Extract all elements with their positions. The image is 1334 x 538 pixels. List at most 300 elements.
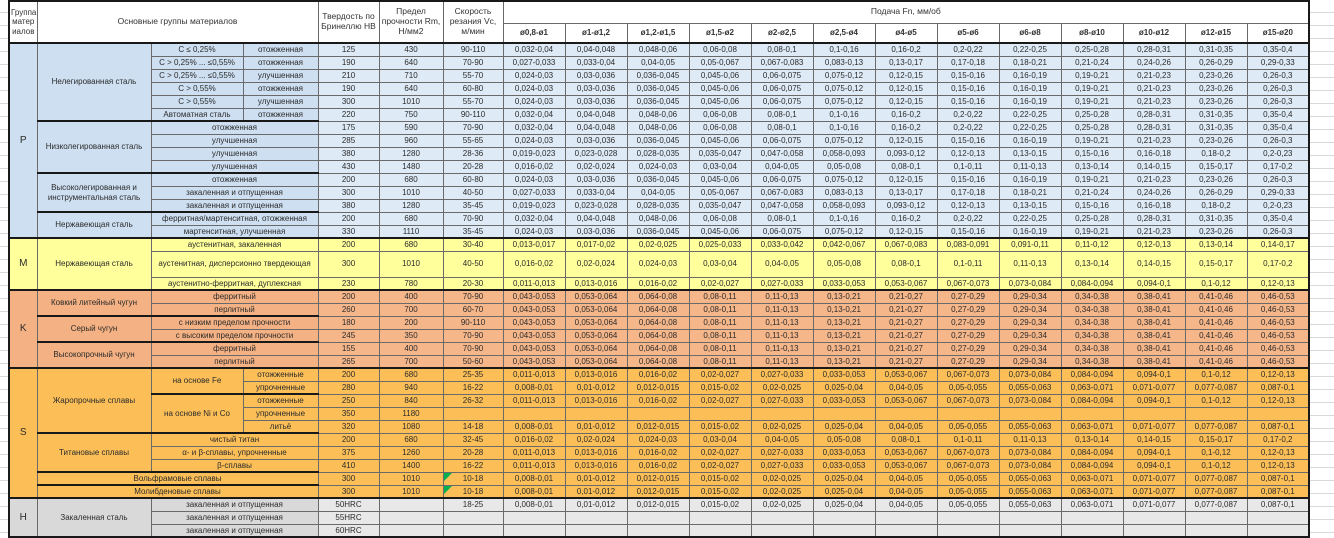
feed-cell[interactable]: 0,036-0,045	[627, 173, 689, 186]
feed-cell[interactable]: 0,19-0,21	[1061, 82, 1123, 95]
feed-cell[interactable]: 0,26-0,3	[1247, 225, 1309, 238]
cutting-speed-cell[interactable]: 16-22	[443, 381, 503, 394]
hardness-cell[interactable]: 190	[318, 82, 379, 95]
feed-cell[interactable]: 0,08-0,1	[751, 43, 813, 56]
feed-cell[interactable]: 0,21-0,23	[1123, 225, 1185, 238]
feed-cell[interactable]: 0,15-0,17	[1185, 433, 1247, 446]
material-cell[interactable]: упрочненные	[243, 381, 318, 394]
feed-cell[interactable]: 0,14-0,17	[1247, 238, 1309, 251]
feed-cell[interactable]: 0,46-0,53	[1247, 290, 1309, 303]
feed-cell[interactable]: 0,03-0,036	[565, 173, 627, 186]
feed-cell[interactable]: 0,46-0,53	[1247, 342, 1309, 355]
col-header-diameter[interactable]: ø0,8-ø1	[503, 23, 565, 43]
feed-cell[interactable]	[627, 511, 689, 524]
feed-cell[interactable]: 0,025-0,04	[813, 472, 875, 485]
feed-cell[interactable]: 0,036-0,045	[627, 69, 689, 82]
material-cell[interactable]: отожженная	[243, 43, 318, 56]
feed-cell[interactable]: 0,024-0,03	[503, 95, 565, 108]
feed-cell[interactable]: 0,17-0,2	[1247, 160, 1309, 173]
feed-cell[interactable]: 0,08-0,1	[751, 121, 813, 134]
feed-cell[interactable]: 0,033-0,053	[813, 446, 875, 459]
hardness-cell[interactable]: 200	[318, 433, 379, 446]
feed-cell[interactable]: 0,31-0,35	[1185, 212, 1247, 225]
feed-cell[interactable]: 0,093-0,12	[875, 199, 937, 212]
feed-cell[interactable]: 0,067-0,073	[937, 446, 999, 459]
feed-cell[interactable]: 0,035-0,047	[689, 147, 751, 160]
feed-cell[interactable]: 0,1-0,12	[1185, 394, 1247, 407]
feed-cell[interactable]: 0,071-0,077	[1123, 381, 1185, 394]
feed-cell[interactable]: 0,077-0,087	[1185, 485, 1247, 498]
feed-cell[interactable]: 0,08-0,11	[689, 329, 751, 342]
material-cell[interactable]: закаленная и отпущенная	[151, 511, 318, 524]
feed-cell[interactable]: 0,073-0,084	[999, 394, 1061, 407]
feed-cell[interactable]: 0,13-0,21	[813, 290, 875, 303]
feed-cell[interactable]: 0,05-0,08	[813, 433, 875, 446]
feed-cell[interactable]: 0,055-0,063	[999, 498, 1061, 511]
feed-cell[interactable]: 0,26-0,29	[1185, 56, 1247, 69]
feed-cell[interactable]: 0,26-0,3	[1247, 173, 1309, 186]
feed-cell[interactable]: 0,12-0,13	[1247, 394, 1309, 407]
cutting-speed-cell[interactable]: 55-70	[443, 69, 503, 82]
feed-cell[interactable]: 0,025-0,033	[689, 238, 751, 251]
feed-cell[interactable]: 0,06-0,075	[751, 82, 813, 95]
feed-cell[interactable]: 0,013-0,016	[565, 446, 627, 459]
feed-cell[interactable]: 0,06-0,08	[689, 108, 751, 121]
feed-cell[interactable]: 0,15-0,17	[1185, 251, 1247, 277]
material-cell[interactable]: Вольфрамовые сплавы	[37, 472, 318, 485]
feed-cell[interactable]: 0,13-0,21	[813, 329, 875, 342]
feed-cell[interactable]: 0,21-0,23	[1123, 173, 1185, 186]
feed-cell[interactable]: 0,05-0,08	[813, 251, 875, 277]
feed-cell[interactable]: 0,06-0,075	[751, 69, 813, 82]
feed-cell[interactable]: 0,045-0,06	[689, 69, 751, 82]
feed-cell[interactable]	[689, 407, 751, 420]
feed-cell[interactable]: 0,04-0,05	[875, 472, 937, 485]
feed-cell[interactable]: 0,34-0,38	[1061, 303, 1123, 316]
feed-cell[interactable]: 0,067-0,083	[751, 186, 813, 199]
feed-cell[interactable]: 0,02-0,025	[751, 472, 813, 485]
feed-cell[interactable]: 0,058-0,093	[813, 199, 875, 212]
material-cell[interactable]: C > 0,25% ... ≤0,55%	[151, 69, 243, 82]
feed-cell[interactable]: 0,03-0,04	[689, 433, 751, 446]
feed-cell[interactable]: 0,2-0,22	[937, 108, 999, 121]
feed-cell[interactable]: 0,024-0,03	[503, 134, 565, 147]
cutting-speed-cell[interactable]: 35-45	[443, 225, 503, 238]
strength-cell[interactable]: 400	[379, 290, 443, 303]
feed-cell[interactable]	[999, 524, 1061, 537]
feed-cell[interactable]: 0,11-0,13	[751, 329, 813, 342]
feed-cell[interactable]: 0,19-0,21	[1061, 69, 1123, 82]
feed-cell[interactable]: 0,013-0,016	[565, 368, 627, 381]
feed-cell[interactable]: 0,017-0,02	[565, 238, 627, 251]
feed-cell[interactable]: 0,027-0,033	[751, 368, 813, 381]
cutting-speed-cell[interactable]: 20-28	[443, 160, 503, 173]
cutting-speed-cell[interactable]: 90-110	[443, 316, 503, 329]
feed-cell[interactable]: 0,06-0,075	[751, 225, 813, 238]
material-cell[interactable]: мартенситная, улучшенная	[151, 225, 318, 238]
feed-cell[interactable]: 0,075-0,12	[813, 82, 875, 95]
feed-cell[interactable]	[751, 511, 813, 524]
feed-cell[interactable]: 0,02-0,024	[565, 251, 627, 277]
feed-cell[interactable]: 0,02-0,025	[751, 381, 813, 394]
feed-cell[interactable]: 0,053-0,064	[565, 290, 627, 303]
feed-cell[interactable]: 0,048-0,06	[627, 108, 689, 121]
feed-cell[interactable]	[565, 524, 627, 537]
material-cell[interactable]: Автоматная сталь	[151, 108, 243, 121]
feed-cell[interactable]: 0,015-0,02	[689, 472, 751, 485]
feed-cell[interactable]: 0,05-0,067	[689, 56, 751, 69]
feed-cell[interactable]: 0,043-0,053	[503, 342, 565, 355]
strength-cell[interactable]: 590	[379, 121, 443, 134]
feed-cell[interactable]: 0,13-0,15	[999, 199, 1061, 212]
feed-cell[interactable]: 0,045-0,06	[689, 82, 751, 95]
feed-cell[interactable]	[875, 407, 937, 420]
col-header-diameter[interactable]: ø4-ø5	[875, 23, 937, 43]
feed-cell[interactable]: 0,24-0,26	[1123, 56, 1185, 69]
feed-cell[interactable]	[1247, 511, 1309, 524]
feed-cell[interactable]: 0,13-0,21	[813, 342, 875, 355]
feed-cell[interactable]: 0,13-0,14	[1185, 238, 1247, 251]
hardness-cell[interactable]: 350	[318, 407, 379, 420]
material-cell[interactable]: Нелегированная сталь	[37, 43, 151, 121]
strength-cell[interactable]: 1010	[379, 186, 443, 199]
feed-cell[interactable]: 0,063-0,071	[1061, 472, 1123, 485]
feed-cell[interactable]: 0,071-0,077	[1123, 485, 1185, 498]
hardness-cell[interactable]: 430	[318, 160, 379, 173]
feed-cell[interactable]: 0,073-0,084	[999, 277, 1061, 290]
feed-cell[interactable]: 0,011-0,013	[503, 277, 565, 290]
feed-cell[interactable]: 0,067-0,073	[937, 394, 999, 407]
feed-cell[interactable]: 0,048-0,06	[627, 212, 689, 225]
feed-cell[interactable]: 0,35-0,4	[1247, 212, 1309, 225]
feed-cell[interactable]: 0,055-0,063	[999, 472, 1061, 485]
feed-cell[interactable]: 0,08-0,1	[875, 251, 937, 277]
feed-cell[interactable]: 0,29-0,33	[1247, 56, 1309, 69]
feed-cell[interactable]: 0,04-0,048	[565, 121, 627, 134]
feed-cell[interactable]: 0,38-0,41	[1123, 316, 1185, 329]
cutting-speed-cell[interactable]: 20-30	[443, 277, 503, 290]
feed-cell[interactable]: 0,064-0,08	[627, 316, 689, 329]
material-cell[interactable]: α- и β-сплавы, упрочненные	[151, 446, 318, 459]
material-cell[interactable]: Серый чугун	[37, 316, 151, 342]
hardness-cell[interactable]: 200	[318, 212, 379, 225]
feed-cell[interactable]: 0,033-0,042	[751, 238, 813, 251]
feed-cell[interactable]	[689, 524, 751, 537]
feed-cell[interactable]: 0,016-0,02	[503, 251, 565, 277]
feed-cell[interactable]	[627, 524, 689, 537]
feed-cell[interactable]: 0,26-0,3	[1247, 134, 1309, 147]
feed-cell[interactable]: 0,03-0,036	[565, 95, 627, 108]
feed-cell[interactable]: 0,06-0,08	[689, 121, 751, 134]
feed-cell[interactable]: 0,067-0,073	[937, 368, 999, 381]
feed-cell[interactable]: 0,34-0,38	[1061, 355, 1123, 368]
feed-cell[interactable]: 0,35-0,4	[1247, 108, 1309, 121]
feed-cell[interactable]: 0,24-0,26	[1123, 186, 1185, 199]
feed-cell[interactable]: 0,31-0,35	[1185, 121, 1247, 134]
cutting-speed-cell[interactable]: 32-45	[443, 433, 503, 446]
feed-cell[interactable]: 0,094-0,1	[1123, 394, 1185, 407]
feed-cell[interactable]: 0,016-0,02	[627, 368, 689, 381]
feed-cell[interactable]: 0,15-0,16	[1061, 147, 1123, 160]
feed-cell[interactable]: 0,11-0,13	[751, 303, 813, 316]
feed-cell[interactable]: 0,084-0,094	[1061, 459, 1123, 472]
feed-cell[interactable]: 0,053-0,067	[875, 277, 937, 290]
feed-cell[interactable]	[937, 511, 999, 524]
material-cell[interactable]: отожженная	[243, 82, 318, 95]
feed-cell[interactable]: 0,015-0,02	[689, 485, 751, 498]
feed-cell[interactable]: 0,46-0,53	[1247, 303, 1309, 316]
feed-cell[interactable]: 0,016-0,02	[627, 394, 689, 407]
cutting-speed-cell[interactable]: 30-40	[443, 238, 503, 251]
cutting-speed-cell[interactable]: 20-28	[443, 446, 503, 459]
feed-cell[interactable]: 0,064-0,08	[627, 303, 689, 316]
feed-cell[interactable]: 0,058-0,093	[813, 147, 875, 160]
cutting-speed-cell[interactable]: 70-90	[443, 56, 503, 69]
feed-cell[interactable]: 0,19-0,21	[1061, 134, 1123, 147]
feed-cell[interactable]: 0,1-0,12	[1185, 368, 1247, 381]
material-cell[interactable]: на основе Fe	[151, 368, 243, 394]
feed-cell[interactable]: 0,053-0,067	[875, 459, 937, 472]
feed-cell[interactable]: 0,11-0,13	[751, 342, 813, 355]
feed-cell[interactable]: 0,05-0,055	[937, 485, 999, 498]
material-cell[interactable]: перлитный	[151, 355, 318, 368]
feed-cell[interactable]	[565, 407, 627, 420]
feed-cell[interactable]: 0,11-0,13	[751, 290, 813, 303]
feed-cell[interactable]: 0,38-0,41	[1123, 355, 1185, 368]
feed-cell[interactable]: 0,071-0,077	[1123, 498, 1185, 511]
feed-cell[interactable]: 0,08-0,11	[689, 303, 751, 316]
feed-cell[interactable]: 0,35-0,4	[1247, 43, 1309, 56]
material-cell[interactable]: улучшенная	[243, 95, 318, 108]
feed-cell[interactable]: 0,04-0,048	[565, 43, 627, 56]
group-letter-cell[interactable]: H	[9, 498, 37, 537]
feed-cell[interactable]: 0,016-0,02	[503, 160, 565, 173]
feed-cell[interactable]: 0,025-0,04	[813, 485, 875, 498]
feed-cell[interactable]	[813, 511, 875, 524]
feed-cell[interactable]: 0,087-0,1	[1247, 485, 1309, 498]
feed-cell[interactable]: 0,11-0,13	[999, 251, 1061, 277]
feed-cell[interactable]: 0,02-0,025	[751, 485, 813, 498]
feed-cell[interactable]: 0,027-0,033	[751, 277, 813, 290]
strength-cell[interactable]: 680	[379, 238, 443, 251]
feed-cell[interactable]: 0,03-0,04	[689, 251, 751, 277]
feed-cell[interactable]: 0,075-0,12	[813, 69, 875, 82]
feed-cell[interactable]: 0,036-0,045	[627, 95, 689, 108]
strength-cell[interactable]: 680	[379, 212, 443, 225]
material-cell[interactable]: аустенитная, дисперсионно твердеющая	[151, 251, 318, 277]
feed-cell[interactable]: 0,25-0,28	[1061, 108, 1123, 121]
group-letter-cell[interactable]: K	[9, 290, 37, 368]
feed-cell[interactable]: 0,1-0,16	[813, 121, 875, 134]
feed-cell[interactable]: 0,093-0,12	[875, 147, 937, 160]
feed-cell[interactable]	[937, 407, 999, 420]
feed-cell[interactable]: 0,12-0,15	[875, 95, 937, 108]
feed-cell[interactable]: 0,008-0,01	[503, 381, 565, 394]
feed-cell[interactable]: 0,11-0,13	[999, 433, 1061, 446]
feed-cell[interactable]: 0,19-0,21	[1061, 173, 1123, 186]
material-cell[interactable]: Высокопрочный чугун	[37, 342, 151, 368]
feed-cell[interactable]: 0,02-0,024	[565, 160, 627, 173]
material-cell[interactable]: перлитный	[151, 303, 318, 316]
hardness-cell[interactable]: 300	[318, 472, 379, 485]
feed-cell[interactable]: 0,18-0,2	[1185, 147, 1247, 160]
feed-cell[interactable]: 0,04-0,05	[875, 485, 937, 498]
feed-cell[interactable]: 0,094-0,1	[1123, 277, 1185, 290]
feed-cell[interactable]: 0,28-0,31	[1123, 108, 1185, 121]
feed-cell[interactable]: 0,02-0,025	[751, 420, 813, 433]
feed-cell[interactable]: 0,013-0,016	[565, 277, 627, 290]
strength-cell[interactable]: 700	[379, 355, 443, 368]
col-header-diameter[interactable]: ø1,2-ø1,5	[627, 23, 689, 43]
feed-cell[interactable]: 0,023-0,028	[565, 199, 627, 212]
feed-cell[interactable]: 0,02-0,024	[565, 433, 627, 446]
hardness-cell[interactable]: 180	[318, 316, 379, 329]
strength-cell[interactable]: 1260	[379, 446, 443, 459]
feed-cell[interactable]	[937, 524, 999, 537]
material-cell[interactable]: улучшенная	[243, 69, 318, 82]
strength-cell[interactable]	[379, 498, 443, 511]
material-cell[interactable]: чистый титан	[151, 433, 318, 446]
hardness-cell[interactable]: 410	[318, 459, 379, 472]
feed-cell[interactable]: 0,04-0,05	[875, 381, 937, 394]
feed-cell[interactable]: 0,26-0,29	[1185, 186, 1247, 199]
cutting-speed-cell[interactable]	[443, 511, 503, 524]
feed-cell[interactable]: 0,04-0,05	[627, 56, 689, 69]
feed-cell[interactable]: 0,033-0,053	[813, 368, 875, 381]
feed-cell[interactable]	[751, 407, 813, 420]
feed-cell[interactable]: 0,012-0,015	[627, 381, 689, 394]
cutting-speed-cell[interactable]: 60-70	[443, 303, 503, 316]
feed-cell[interactable]: 0,05-0,067	[689, 186, 751, 199]
feed-cell[interactable]: 0,12-0,13	[1247, 368, 1309, 381]
material-cell[interactable]: литьё	[243, 420, 318, 433]
feed-cell[interactable]: 0,064-0,08	[627, 342, 689, 355]
feed-cell[interactable]: 0,033-0,04	[565, 186, 627, 199]
feed-cell[interactable]: 0,053-0,067	[875, 446, 937, 459]
feed-cell[interactable]: 0,073-0,084	[999, 459, 1061, 472]
feed-cell[interactable]: 0,21-0,27	[875, 342, 937, 355]
feed-cell[interactable]: 0,08-0,1	[751, 212, 813, 225]
material-cell[interactable]: C > 0,25% ... ≤0,55%	[151, 56, 243, 69]
feed-cell[interactable]: 0,015-0,02	[689, 381, 751, 394]
cutting-speed-cell[interactable]	[443, 407, 503, 420]
feed-cell[interactable]: 0,023-0,028	[565, 147, 627, 160]
hardness-cell[interactable]: 375	[318, 446, 379, 459]
feed-cell[interactable]: 0,05-0,055	[937, 498, 999, 511]
feed-cell[interactable]: 0,027-0,033	[751, 446, 813, 459]
strength-cell[interactable]: 680	[379, 368, 443, 381]
feed-cell[interactable]: 0,05-0,055	[937, 472, 999, 485]
feed-cell[interactable]: 0,053-0,067	[875, 368, 937, 381]
feed-cell[interactable]	[999, 511, 1061, 524]
feed-cell[interactable]: 0,043-0,053	[503, 316, 565, 329]
feed-cell[interactable]: 0,067-0,083	[875, 238, 937, 251]
strength-cell[interactable]: 1180	[379, 407, 443, 420]
feed-cell[interactable]: 0,024-0,03	[503, 225, 565, 238]
feed-cell[interactable]: 0,2-0,22	[937, 121, 999, 134]
feed-cell[interactable]: 0,04-0,05	[751, 433, 813, 446]
strength-cell[interactable]: 1480	[379, 160, 443, 173]
feed-cell[interactable]: 0,073-0,084	[999, 446, 1061, 459]
material-cell[interactable]: Высоколегированная и инструментальная сталь	[37, 173, 151, 212]
material-cell[interactable]: β-сплавы	[151, 459, 318, 472]
feed-cell[interactable]: 0,15-0,16	[937, 173, 999, 186]
col-header-diameter[interactable]: ø5-ø6	[937, 23, 999, 43]
material-cell[interactable]: отожженная	[243, 56, 318, 69]
strength-cell[interactable]: 750	[379, 108, 443, 121]
feed-cell[interactable]	[1123, 407, 1185, 420]
feed-cell[interactable]: 0,1-0,16	[813, 43, 875, 56]
feed-cell[interactable]: 0,087-0,1	[1247, 420, 1309, 433]
feed-cell[interactable]: 0,34-0,38	[1061, 342, 1123, 355]
feed-cell[interactable]: 0,028-0,035	[627, 147, 689, 160]
cutting-speed-cell[interactable]: 35-45	[443, 199, 503, 212]
feed-cell[interactable]: 0,16-0,19	[999, 134, 1061, 147]
feed-cell[interactable]: 0,083-0,091	[937, 238, 999, 251]
feed-cell[interactable]	[1061, 524, 1123, 537]
hardness-cell[interactable]: 200	[318, 173, 379, 186]
material-cell[interactable]: закаленная и отпущенная	[151, 186, 318, 199]
feed-cell[interactable]: 0,21-0,23	[1123, 134, 1185, 147]
feed-cell[interactable]: 0,075-0,12	[813, 95, 875, 108]
col-header-diameter[interactable]: ø15-ø20	[1247, 23, 1309, 43]
material-cell[interactable]: отожженная	[151, 173, 318, 186]
feed-cell[interactable]: 0,16-0,2	[875, 108, 937, 121]
feed-cell[interactable]: 0,011-0,013	[503, 459, 565, 472]
material-cell[interactable]: Жаропрочные сплавы	[37, 368, 151, 433]
feed-cell[interactable]: 0,12-0,13	[1123, 238, 1185, 251]
feed-cell[interactable]: 0,045-0,06	[689, 173, 751, 186]
feed-cell[interactable]	[999, 407, 1061, 420]
feed-cell[interactable]: 0,019-0,023	[503, 147, 565, 160]
cutting-speed-cell[interactable]: 70-90	[443, 329, 503, 342]
feed-cell[interactable]: 0,064-0,08	[627, 290, 689, 303]
feed-cell[interactable]: 0,02-0,025	[751, 498, 813, 511]
cutting-speed-cell[interactable]: 70-90	[443, 121, 503, 134]
feed-cell[interactable]: 0,013-0,017	[503, 238, 565, 251]
feed-cell[interactable]: 0,21-0,23	[1123, 95, 1185, 108]
feed-cell[interactable]: 0,21-0,27	[875, 329, 937, 342]
feed-cell[interactable]: 0,08-0,11	[689, 342, 751, 355]
feed-cell[interactable]	[875, 524, 937, 537]
material-cell[interactable]: улучшенная	[151, 134, 318, 147]
feed-cell[interactable]: 0,013-0,016	[565, 394, 627, 407]
feed-cell[interactable]: 0,04-0,05	[627, 186, 689, 199]
feed-cell[interactable]: 0,31-0,35	[1185, 43, 1247, 56]
feed-cell[interactable]: 0,46-0,53	[1247, 329, 1309, 342]
feed-cell[interactable]: 0,23-0,26	[1185, 69, 1247, 82]
feed-cell[interactable]: 0,073-0,084	[999, 368, 1061, 381]
feed-cell[interactable]: 0,15-0,16	[1061, 199, 1123, 212]
feed-cell[interactable]: 0,04-0,048	[565, 212, 627, 225]
feed-cell[interactable]: 0,41-0,46	[1185, 316, 1247, 329]
feed-cell[interactable]: 0,11-0,12	[1061, 238, 1123, 251]
feed-cell[interactable]: 0,077-0,087	[1185, 472, 1247, 485]
hardness-cell[interactable]: 155	[318, 342, 379, 355]
feed-cell[interactable]: 0,043-0,053	[503, 290, 565, 303]
feed-cell[interactable]: 0,21-0,24	[1061, 56, 1123, 69]
feed-cell[interactable]: 0,41-0,46	[1185, 342, 1247, 355]
feed-cell[interactable]: 0,08-0,11	[689, 290, 751, 303]
cutting-speed-cell[interactable]: 50-60	[443, 355, 503, 368]
material-cell[interactable]: Титановые сплавы	[37, 433, 151, 472]
feed-cell[interactable]: 0,064-0,08	[627, 329, 689, 342]
feed-cell[interactable]: 0,22-0,25	[999, 212, 1061, 225]
hardness-cell[interactable]: 380	[318, 199, 379, 212]
feed-cell[interactable]: 0,094-0,1	[1123, 446, 1185, 459]
feed-cell[interactable]: 0,16-0,19	[999, 82, 1061, 95]
feed-cell[interactable]: 0,26-0,3	[1247, 95, 1309, 108]
